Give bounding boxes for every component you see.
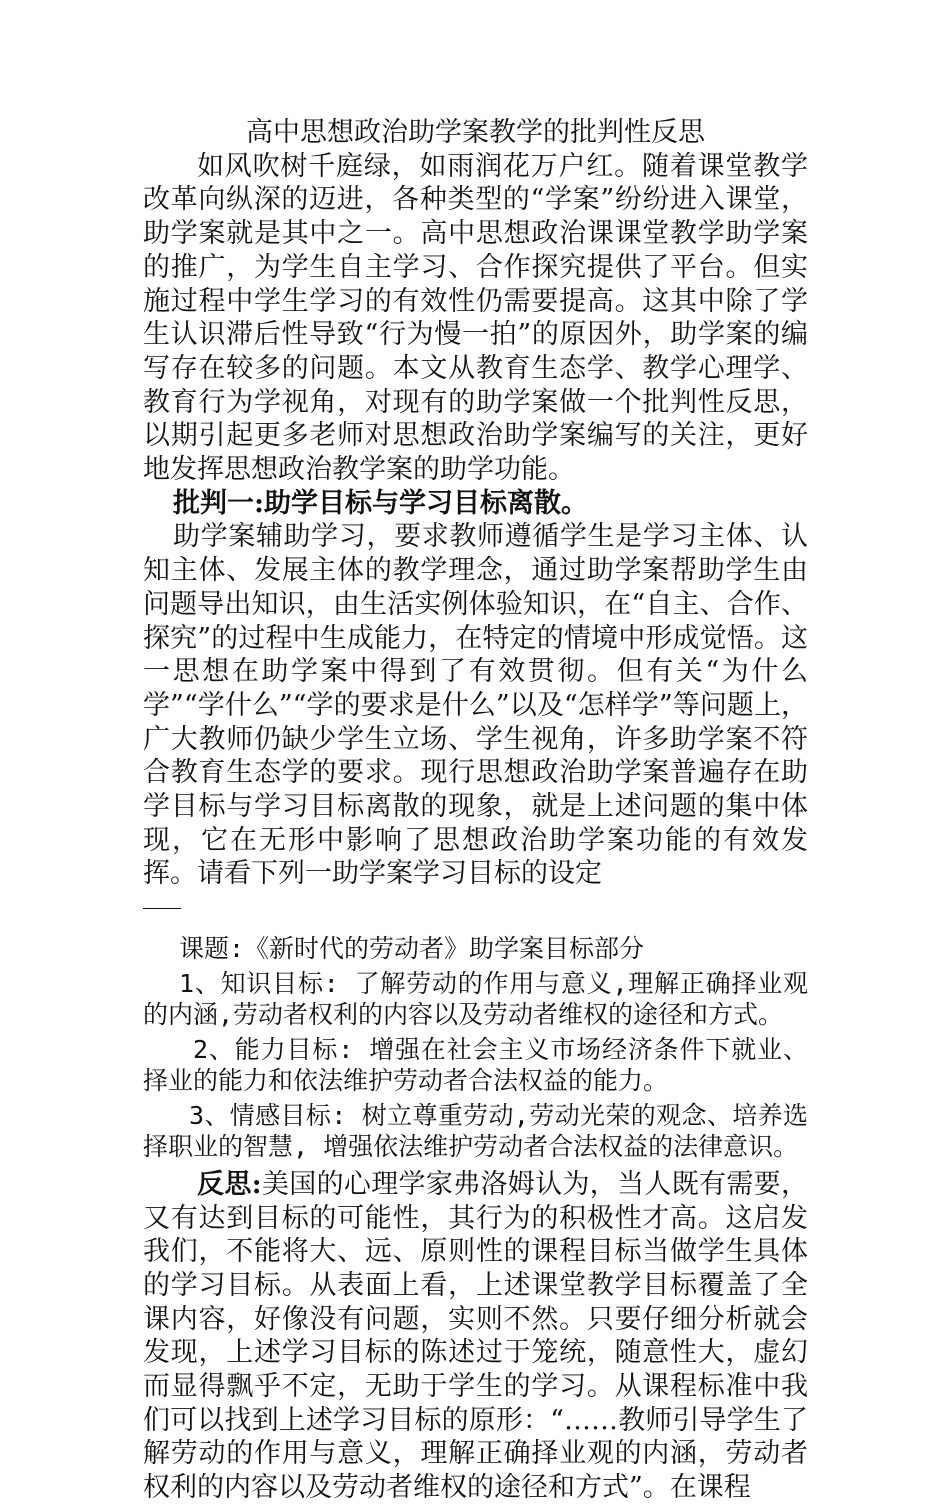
example-goal-knowledge: 1、知识目标: 了解劳动的作用与意义,理解正确择业观的内涵,劳动者权利的内容以及劳动者维权的途径和方式。: [143, 968, 808, 1029]
dash-separator: [143, 891, 808, 925]
critique-one-heading: 批判一:助学目标与学习目标离散。: [173, 487, 588, 519]
example-goal-ability: 2、能力目标: 增强在社会主义市场经济条件下就业、择业的能力和依法维护劳动者合法权益的能力。: [143, 1034, 808, 1095]
reflection-label: 反思:: [197, 1168, 262, 1200]
critique-one-paragraph: 助学案辅助学习，要求教师遵循学生是学习主体、认知主体、发展主体的教学理念，通过助学案帮助学生由问题导出知识，由生活实例体验知识，在“自主、合作、探究”的过程中生成能力，在特定的情境中形成觉悟。这一思想在助学案中得到了有效贯彻。但有关“为什么学”“学什么”“学的要求是什么”以及“怎样学”等问题上，广大教师仍缺少学生立场、学生视角，许多助学案不符合教育生态学的要求。现行思想政治助学案普遍存在助学目标与学习目标离散的现象，就是上述问题的集中体现，它在无形中影响了思想政治助学案功能的有效发挥。请看下列一助学案学习目标的设定: [143, 521, 808, 890]
document-body: [143, 116, 808, 1505]
document-title: 高中思想政治助学案教学的批判性反思: [246, 117, 705, 148]
intro-paragraph: 如风吹树千庭绿，如雨润花万户红。随着课堂教学改革向纵深的迈进，各种类型的“学案”纷纷进入课堂，助学案就是其中之一。高中思想政治课课堂教学助学案的推广，为学生自主学习、合作探究提供了平台。但实施过程中学生学习的有效性仍需要提高。这其中除了学生认识滞后性导致“行为慢一拍”的原因外，助学案的编写存在较多的问题。本文从教育生态学、教学心理学、教育行为学视角，对现有的助学案做一个批判性反思，以期引起更多老师对思想政治助学案编写的关注，更好地发挥思想政治教学案的助学功能。: [143, 150, 808, 486]
example-title: 课题:《新时代的劳动者》助学案目标部分: [179, 933, 645, 963]
reflection-paragraph: [143, 1168, 808, 1505]
reflection-text: 美国的心理学家弗洛姆认为，当人既有需要，又有达到目标的可能性，其行为的积极性才高。这启发我们，不能将大、远、原则性的课程目标当做学生具体的学习目标。从表面上看，上述课堂教学目标覆盖了全课内容，好像没有问题，实则不然。只要仔细分析就会发现，上述学习目标的陈述过于笼统，随意性大，虚幻而显得飘乎不定，无助于学生的学习。从课程标准中我们可以找到上述学习目标的原形：“……教师引导学生了解劳动的作用与意义，理解正确择业观的内涵，劳动者权利的内容以及劳动者维权的途径和方式”。在课程: [143, 1168, 809, 1504]
example-goal-emotion: 3、情感目标: 树立尊重劳动,劳动光荣的观念、培养选择职业的智慧, 增强依法维护劳动者合法权益的法律意识。: [143, 1100, 808, 1161]
